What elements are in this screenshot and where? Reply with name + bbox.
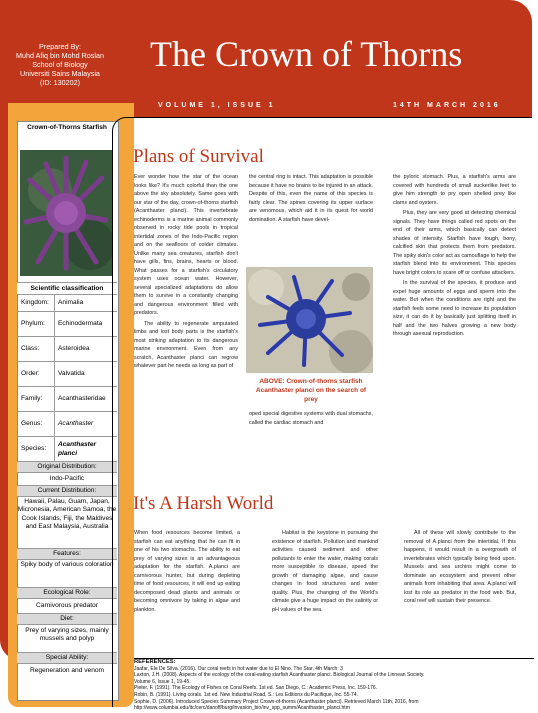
- taxonomy-row: [17, 436, 117, 461]
- volume-label: VOLUME 1, ISSUE 1: [158, 102, 276, 109]
- issue-date: 14TH MARCH 2016: [393, 102, 501, 109]
- paragraph: oped special digestive systems with dual stomachs, called the cardiac stomach and: [249, 411, 373, 426]
- classification-heading: Scientific classification: [17, 282, 117, 294]
- section-heading: Current Distribution:: [17, 485, 117, 496]
- photo-caption: ABOVE: Crown-of-thorns starfish Acanthaster planci on the search of prey: [255, 378, 367, 403]
- taxonomy-row: [17, 386, 117, 411]
- author-line: (ID: 130202): [40, 78, 80, 87]
- article-column: [272, 529, 378, 614]
- article-heading: Plans of Survival: [133, 146, 264, 167]
- section-heading: Features:: [17, 548, 117, 559]
- paragraph: Plus, they are very good at detecting chemical signals. They have things called red spots on the end of their arms, which basically can detect shades of intensity. Starfish have tough, bony, calcified skin that protects them from predators. The spiky skin's color act as camouflage to help the starfish blend into its environment. This species have bright colors to scare off or confuse attackers.: [393, 210, 516, 276]
- taxonomy-value: Animalia: [54, 295, 116, 311]
- article-column: [404, 529, 516, 606]
- taxonomy-row: [17, 361, 117, 386]
- reference-item: Jaafar, Ele De Silva. (2016). Our coral reefs in hot water due to El Nino. The Star, 4th March: 3: [134, 665, 343, 672]
- references-title: REFERENCES:: [134, 659, 176, 665]
- infobox-title: Crown-of-Thorns Starfish: [27, 124, 107, 131]
- taxonomy-value: Asteroidea: [54, 337, 116, 361]
- taxonomy-key: Genus:: [21, 420, 43, 427]
- taxonomy-row: [17, 336, 117, 361]
- reference-item: http://www.columbia.edu/itc/cerc/danoff/burg/invasion_bio/inv_spp_summ/Acanthaster_planci.htm: [134, 705, 350, 712]
- starfish-photo: [20, 150, 112, 276]
- starfish-photo-art: [20, 150, 112, 276]
- article-column: [134, 529, 240, 614]
- taxonomy-key: Family:: [21, 395, 43, 402]
- paragraph: Habitat is the keystone in pursuing the existence of starfish. Pollution and mankind activities caused sediment and other pollutants to enter the water, making corals more susceptible to disease, speed the growth of damaging algae, and cause changes in food structures and water quality. Plus, the changing of the World's climate give a huge impact on the salinity or pH values of the sea.: [272, 530, 378, 613]
- taxonomy-key: Species:: [21, 445, 47, 452]
- reference-item: Robin, B. (1991). Living corals. 1st ed. New Industrial Road, S.: Les Editions du Pacifique, Inc. 55-74.: [134, 691, 359, 698]
- taxonomy-row: [17, 411, 117, 436]
- section-heading: Diet:: [17, 613, 117, 624]
- paragraph: Ever wonder how the star of the ocean looks like? It's much colorful than the one above the sky absolutely. Same goes with our star of the day, crown-of-thorns starfish (Acanthaster planci). This invertebrate echinoderms is a marine animal commonly observed in rocky tide pools in tropical intertidal zones of the Indo-Pacific region and on the seafloors of colder climates. Unlike many sea creatures, starfish don't have gills, fins, brains, hearts or blood. What passes for a starfish's circulatory system uses ocean water. However, several specialized adaptations do allow them to survive in a constantly changing and dangerous environment filled with predators.: [134, 174, 238, 316]
- section-value: Prey of varying sizes, mainly mussels and polyp: [17, 624, 117, 653]
- reference-item: Laxton, J.H. (2008). Aspects of the ecology of the coral-eating starfish Acanthaster planci. Biological Journal of the Linnean Society.: [134, 672, 425, 679]
- starfish-hunting-art: [246, 267, 373, 373]
- section-value: Carnivorous predator: [17, 598, 117, 613]
- author-block: [8, 42, 112, 87]
- reference-item: Sophie, D. (2006). Introduced Species Summary Project Crown-of-thorns (Acanthaster planci). Retrieved March 11th, 2016, from: [134, 698, 419, 705]
- paragraph: the pyloric stomach. Plus, a starfish's arms are covered with hundreds of small suckerlike feet to give him strength to pry open shelled prey like clams and oysters.: [393, 174, 516, 206]
- section-value: Regeneration and venom: [17, 663, 117, 678]
- reference-item: Pieter, F. (1991). The Ecology of Fishes on Coral Reefs. 1st ed. San Diego, C.: Academic Press, Inc. 159-176.: [134, 685, 378, 692]
- article-column: [249, 410, 373, 427]
- article-column: [249, 173, 373, 224]
- taxonomy-value: Acanthaster planci: [54, 437, 116, 461]
- author-line: Universiti Sains Malaysia: [20, 69, 100, 78]
- paragraph: When food resources become limited, a starfish can eat anything that he can fit in one of his two stomachs. The ability to eat prey of varying sizes is an advantageous adaptation for the starfish. A.planci are carnivorous hunter, but during depleting time of food resources, it will end up eating decomposed dead plants and animals or becoming omnivore by taking in algae and plankton.: [134, 530, 240, 613]
- taxonomy-value: Valvatida: [54, 362, 116, 386]
- taxonomy-row: [17, 311, 117, 336]
- taxonomy-value: Acanthaster: [54, 412, 116, 436]
- section-heading: Original Distribution:: [17, 461, 117, 472]
- article-column: [134, 173, 238, 371]
- author-line: School of Biology: [32, 60, 88, 69]
- article-column: [393, 173, 516, 339]
- article-heading: It's A Harsh World: [133, 493, 274, 514]
- section-heading: Ecological Role:: [17, 587, 117, 598]
- taxonomy-key: Phylum:: [21, 320, 45, 327]
- reference-item: Volume 6, Issue 1, 19-45.: [134, 678, 191, 685]
- paragraph: All of these will slowly contribute to the removal of A.planci from the intertidal. If this happens, it would result in a overgrowth of invertebrates which typically being feed upon. Mussels and sea urchins might come to dominate an ecosystem and prevent other animals from inhabiting that area. A.planci will lost its role as predator in the food web. But, coral reef will sustain their presence.: [404, 530, 516, 604]
- taxonomy-key: Order:: [21, 370, 40, 377]
- taxonomy-row: [17, 294, 117, 311]
- taxonomy-value: Acanthasteridae: [54, 387, 116, 411]
- references: [134, 658, 534, 713]
- taxonomy-key: Class:: [21, 345, 40, 352]
- paragraph: In the survival of the species, it produce and expel huge amounts of eggs and sperm into the water. But when the conditions are right and the starfish feels some need to increase its population size, it can do it by basically just splitting itself in half and the two halves growing a new body through asexual reproduction.: [393, 280, 516, 337]
- section-value: Hawaii, Palau, Guam, Japan, Micronesia, American Samoa, the Cook Islands, Fiji, the Maldives and East Malaysia, Australia: [17, 496, 117, 548]
- taxonomy-key: Kingdom:: [21, 299, 49, 306]
- newsletter-title: The Crown of Thorns: [150, 34, 463, 74]
- section-value: Spiky body of various coloration: [17, 559, 117, 583]
- paragraph: the central ring is intact. This adaptation is possible because it have no brains to be injured in an attack. Despite of this, even the name of this species is fairly clear. The spines covering its upper surface are venomous, which aid it in its quest for world domination. A starfish have devel-: [249, 174, 373, 223]
- author-line: Prepared By:: [39, 42, 81, 51]
- section-heading: Special Ability:: [17, 652, 117, 663]
- paragraph: The ability to regenerate amputated limbs and lost body parts is the starfish's most striking adaptation to its dangerous marine environment. Even from any scratch, Acanthaster planci can regrow whatever part he needs as long as part of: [134, 320, 238, 369]
- taxonomy-value: Echinodermata: [54, 312, 116, 336]
- section-value: Indo-Pacific: [17, 472, 117, 485]
- starfish-hunting-photo: [246, 267, 373, 373]
- author-line: Muhd Afiq bin Mohd Roslan: [16, 51, 104, 60]
